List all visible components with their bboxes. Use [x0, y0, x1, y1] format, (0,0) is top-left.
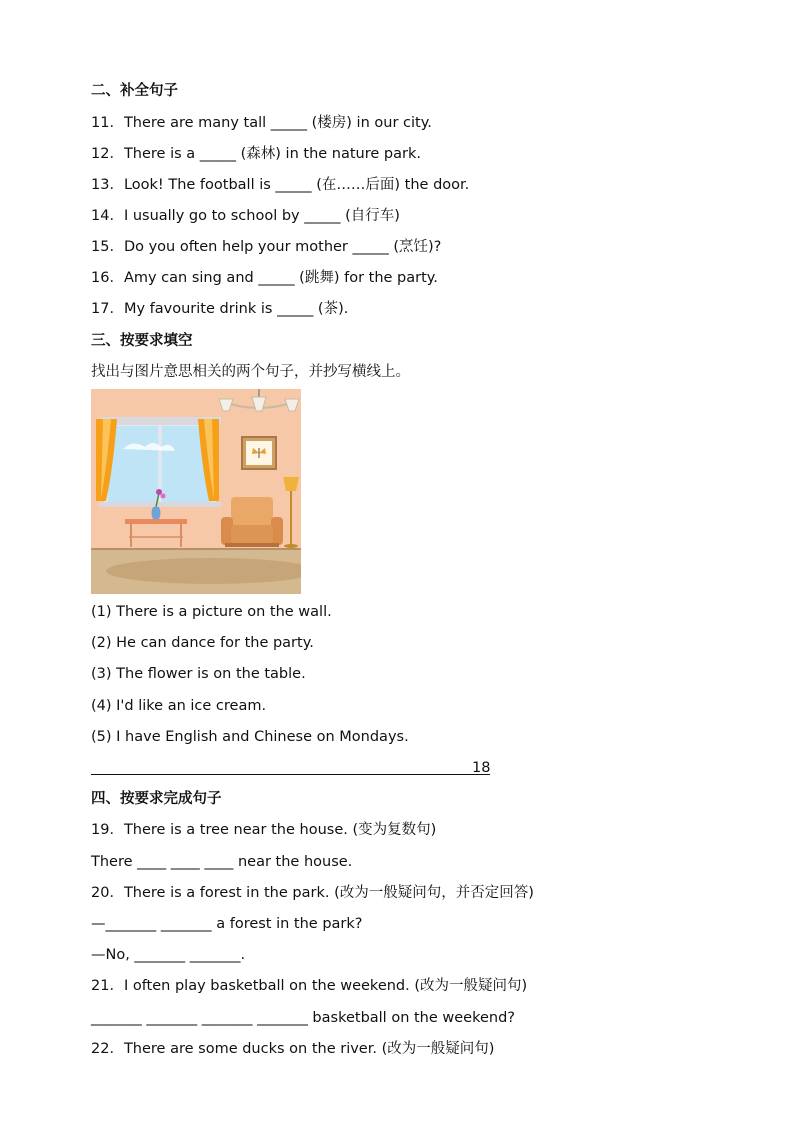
section-3-instruction: 找出与图片意思相关的两个句子，并抄写横线上。 — [91, 364, 410, 380]
section-4-heading: 四、按要求完成句子 — [91, 791, 222, 807]
option-1: (1) There is a picture on the wall. — [91, 604, 332, 620]
answer-19: There ____ ____ ____ near the house. — [91, 854, 353, 870]
option-3: (3) The flower is on the table. — [91, 666, 306, 682]
question-11: 11．There are many tall _____ (楼房) in our city. — [91, 115, 432, 131]
question-19: 19．There is a tree near the house. (变为复数句) — [91, 822, 437, 838]
section-2-heading: 二、补全句子 — [91, 83, 178, 99]
question-12: 12．There is a _____ (森林) in the nature park. — [91, 146, 421, 162]
question-20: 20．There is a forest in the park. (改为一般疑问句，并否定回答) — [91, 885, 534, 901]
answer-20-question: —_______ _______ a forest in the park? — [91, 916, 363, 932]
question-13: 13．Look! The football is _____ (在……后面) the door. — [91, 177, 470, 193]
question-number-18: 18 — [472, 760, 491, 776]
answer-20-reply: —No, _______ _______. — [91, 947, 246, 963]
option-4: (4) I'd like an ice cream. — [91, 698, 267, 714]
question-17: 17．My favourite drink is _____ (茶). — [91, 301, 349, 317]
question-14: 14．I usually go to school by _____ (自行车) — [91, 208, 400, 224]
living-room-illustration — [91, 389, 301, 594]
answer-21: _______ _______ _______ _______ basketball on the weekend? — [91, 1010, 515, 1026]
answer-line-18[interactable] — [91, 774, 490, 775]
option-5: (5) I have English and Chinese on Mondays. — [91, 729, 409, 745]
question-21: 21．I often play basketball on the weekend. (改为一般疑问句) — [91, 978, 528, 994]
question-22: 22．There are some ducks on the river. (改为一般疑问句) — [91, 1041, 495, 1057]
section-3-heading: 三、按要求填空 — [91, 333, 193, 349]
option-2: (2) He can dance for the party. — [91, 635, 314, 651]
question-15: 15．Do you often help your mother _____ (烹饪)? — [91, 239, 442, 255]
question-16: 16．Amy can sing and _____ (跳舞) for the party. — [91, 270, 438, 286]
butterfly-picture-icon — [242, 437, 276, 469]
